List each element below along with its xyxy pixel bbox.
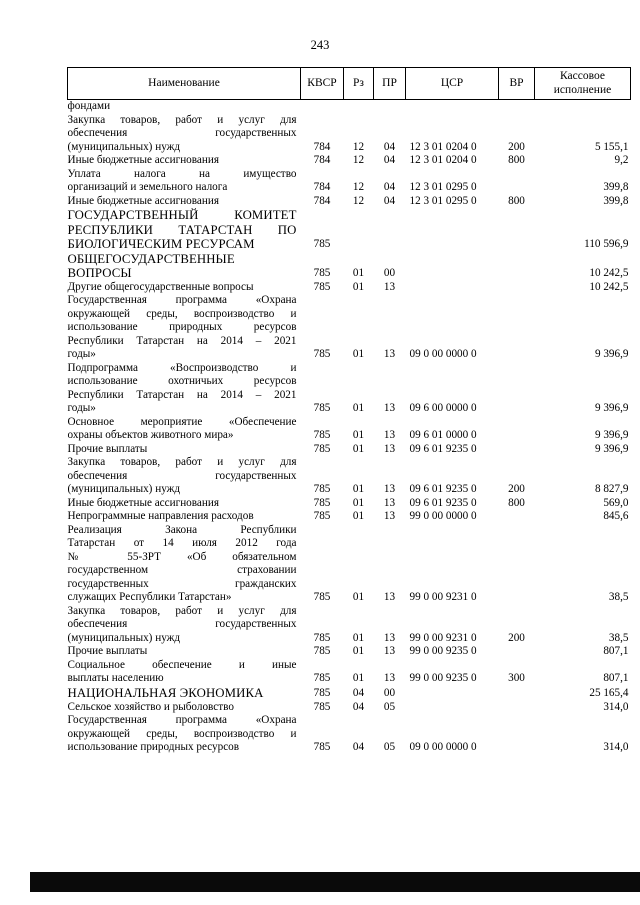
cell-name-line: НАЦИОНАЛЬНАЯ ЭКОНОМИКА [67,685,264,700]
cell-csr [406,701,499,715]
cell-csr: 09 6 01 9235 0 [409,483,477,496]
cell-csr: 99 0 00 0000 0 [409,510,477,523]
cell-amount: 399,8 [603,181,629,193]
cell-pr [374,100,406,114]
cell-name-line: Социальное обеспечение и иные [67,658,297,671]
cell-name-line: Республики Татарстан на 2014 – 2021 [67,388,297,401]
cell-name-line: Сельское хозяйство и рыболовство [67,700,234,713]
cell-kvsr: 785 [313,402,331,415]
cell-rz: 01 [352,442,365,455]
cell-name-line: Республики Татарстан на 2014 – 2021 [67,334,297,347]
cell-rz: 04 [352,700,365,713]
cell-rz: 12 [352,181,365,193]
header-amount-line2: исполнение [553,83,612,96]
table-row [68,686,631,701]
table-row [68,252,631,281]
cell-vr: 800 [508,194,525,207]
header-name: Наименование [68,68,301,100]
cell-kvsr: 785 [313,741,331,754]
cell-pr: 04 [383,154,396,166]
cell-kvsr: 784 [313,140,331,153]
cell-pr: 13 [383,348,396,361]
cell-amount: 399,8 [603,194,629,207]
cell-csr: 12 3 01 0295 0 [409,181,477,193]
cell-name [68,524,301,605]
cell-name-line: выплаты населению [67,672,164,685]
cell-vr [499,714,535,755]
cell-name-line: (муниципальных) нужд [67,483,181,496]
cell-pr: 13 [383,496,396,509]
cell-name [68,701,301,715]
cell-name-line: БИОЛОГИЧЕСКИМ РЕСУРСАМ [67,237,255,252]
cell-amount: 807,1 [603,672,629,685]
cell-amount: 10 242,5 [589,280,629,293]
cell-amount: 9 396,9 [594,442,629,455]
cell-name [68,497,301,511]
table-row [68,701,631,715]
cell-amount: 807,1 [603,645,629,658]
table-row [68,416,631,443]
cell-name-line: Реализация Закона Республики [67,523,297,536]
cell-amount: 314,0 [603,700,629,713]
cell-pr: 04 [383,181,396,193]
cell-name-line: Закупка товаров, работ и услуг для [67,604,297,617]
cell-csr: 09 6 01 0000 0 [409,429,477,442]
cell-csr: 09 0 00 0000 0 [409,741,477,754]
cell-rz: 01 [352,280,365,293]
cell-name [68,645,301,659]
cell-vr: 800 [508,496,525,509]
cell-csr: 99 0 00 9235 0 [409,672,477,685]
cell-name-line: (муниципальных) нужд [67,631,181,644]
cell-kvsr: 784 [313,154,331,166]
cell-rz: 01 [352,483,365,496]
cell-kvsr: 785 [313,280,331,293]
cell-amount [535,100,631,114]
cell-name-line: ГОСУДАРСТВЕННЫЙ КОМИТЕТ [67,208,297,222]
cell-name-line: Иные бюджетные ассигнования [67,496,219,509]
cell-amount: 845,6 [603,510,629,523]
cell-vr [499,701,535,715]
cell-name-line: использование охотничьих ресурсов [67,375,297,388]
cell-amount: 9 396,9 [594,348,629,361]
header-rz: Рз [344,68,374,100]
cell-pr: 13 [383,645,396,658]
cell-vr [499,645,535,659]
cell-name-line: Уплата налога на имущество [67,167,297,180]
table-row [68,100,631,114]
cell-kvsr: 785 [313,496,331,509]
cell-rz [344,208,374,252]
cell-pr: 00 [383,687,396,700]
cell-vr [499,100,535,114]
cell-rz [344,100,374,114]
cell-pr: 13 [383,631,396,644]
cell-kvsr: 785 [313,700,331,713]
cell-name [68,714,301,755]
cell-vr [499,294,535,362]
cell-name-line: Основное мероприятие «Обеспечение [67,415,297,428]
cell-rz: 12 [352,140,365,153]
cell-pr: 13 [383,402,396,415]
cell-amount: 9,2 [614,154,629,166]
cell-rz: 01 [352,402,365,415]
cell-rz: 04 [352,687,365,700]
cell-kvsr: 785 [313,645,331,658]
cell-name [68,510,301,524]
cell-name-line: РЕСПУБЛИКИ ТАТАРСТАН ПО [67,222,297,237]
cell-kvsr: 785 [313,238,331,251]
cell-name-line: организаций и земельного налога [67,181,228,193]
table-row [68,154,631,168]
cell-pr: 04 [383,140,396,153]
cell-rz: 01 [352,496,365,509]
table-row [68,714,631,755]
cell-name-line: ОБЩЕГОСУДАРСТВЕННЫЕ [67,251,235,266]
cell-vr: 200 [508,140,525,153]
table-row [68,443,631,457]
cell-amount: 38,5 [608,591,629,604]
table-body [68,100,631,755]
cell-kvsr: 785 [313,591,331,604]
cell-vr [499,443,535,457]
cell-vr [499,362,535,416]
table-row [68,605,631,646]
cell-rz: 01 [352,510,365,523]
cell-name-line: обеспечения государственных [67,469,297,482]
cell-name-line: Татарстан от 14 июля 2012 года [67,537,297,550]
cell-vr [499,416,535,443]
cell-csr: 09 6 01 9235 0 [409,496,477,509]
table-row [68,659,631,686]
table-row [68,195,631,209]
cell-kvsr: 785 [313,672,331,685]
cell-csr: 99 0 00 9235 0 [409,645,477,658]
cell-csr: 09 0 00 0000 0 [409,348,477,361]
cell-name-line: использование природных ресурсов [67,741,240,754]
cell-vr [499,524,535,605]
cell-pr: 05 [383,700,396,713]
cell-name-line: Закупка товаров, работ и услуг для [67,456,297,469]
table-row [68,456,631,497]
cell-csr: 12 3 01 0204 0 [409,140,477,153]
cell-csr: 09 6 00 0000 0 [409,402,477,415]
cell-rz: 01 [352,267,365,280]
cell-vr [499,686,535,701]
cell-csr: 12 3 01 0295 0 [409,194,477,207]
cell-vr [499,281,535,295]
table-row [68,362,631,416]
cell-amount: 38,5 [608,631,629,644]
cell-kvsr: 785 [313,510,331,523]
cell-pr: 13 [383,672,396,685]
cell-kvsr: 784 [313,181,331,193]
cell-csr: 99 0 00 9231 0 [409,631,477,644]
cell-name-line: ВОПРОСЫ [67,266,132,281]
cell-rz: 01 [352,591,365,604]
cell-csr [406,252,499,281]
cell-amount: 569,0 [603,496,629,509]
cell-name-line: (муниципальных) нужд [67,140,181,153]
header-amount-line1: Кассовое [560,70,605,82]
cell-name-line: использование природных ресурсов [67,321,297,334]
header-vr: ВР [499,68,535,100]
cell-name [68,208,301,252]
cell-name [68,416,301,443]
cell-csr: 12 3 01 0204 0 [409,154,477,166]
cell-rz: 01 [352,672,365,685]
cell-name [68,362,301,416]
cell-name [68,281,301,295]
cell-name [68,605,301,646]
cell-pr: 00 [383,267,396,280]
cell-name-line: окружающей среды, воспроизводство и [67,727,297,740]
cell-name-line: годы» [67,402,96,415]
cell-name [68,443,301,457]
budget-table [67,67,631,755]
cell-pr: 13 [383,510,396,523]
cell-rz: 01 [352,429,365,442]
cell-pr: 13 [383,280,396,293]
cell-name [68,659,301,686]
cell-csr [406,100,499,114]
cell-csr: 99 0 00 9231 0 [409,591,477,604]
table-row [68,281,631,295]
cell-name [68,686,301,701]
table-row [68,208,631,252]
cell-pr: 04 [383,194,396,207]
cell-name-line: Закупка товаров, работ и услуг для [67,113,297,126]
table-row [68,114,631,155]
cell-csr [406,281,499,295]
cell-kvsr: 785 [313,348,331,361]
page-number: 243 [310,38,330,52]
table-header-row [68,68,631,100]
cell-rz: 12 [352,154,365,166]
cell-kvsr: 785 [313,442,331,455]
header-csr: ЦСР [406,68,499,100]
cell-name-line: служащих Республики Татарстан» [67,591,232,604]
cell-name [68,100,301,114]
cell-name-line: № 55-ЗРТ «Об обязательном [67,550,297,563]
cell-vr [499,510,535,524]
cell-rz: 01 [352,348,365,361]
cell-name-line: Другие общегосударственные вопросы [67,280,254,293]
cell-name-line: Государственная программа «Охрана [67,294,297,307]
cell-name [68,294,301,362]
cell-pr: 13 [383,429,396,442]
cell-csr [406,686,499,701]
cell-rz: 04 [352,741,365,754]
table-row [68,497,631,511]
cell-amount: 9 396,9 [594,429,629,442]
cell-name-line: окружающей среды, воспроизводство и [67,307,297,320]
header-amount [535,68,631,100]
cell-name-line: обеспечения государственных [67,127,297,139]
cell-vr: 800 [508,154,525,166]
cell-vr [499,208,535,252]
table-row [68,645,631,659]
cell-rz: 01 [352,645,365,658]
cell-amount: 8 827,9 [594,483,629,496]
cell-pr: 13 [383,442,396,455]
cell-csr [406,208,499,252]
cell-amount: 314,0 [603,741,629,754]
cell-vr: 200 [508,483,525,496]
cell-name-line: Прочие выплаты [67,645,148,658]
cell-name-line: государственных гражданских [67,577,297,590]
cell-name-line: фондами [67,100,111,112]
cell-kvsr: 785 [313,267,331,280]
table-row [68,524,631,605]
cell-name [68,456,301,497]
cell-csr: 09 6 01 9235 0 [409,442,477,455]
cell-vr: 200 [508,631,525,644]
table-row [68,168,631,195]
header-kvsr: КВСР [301,68,344,100]
cell-name-line: годы» [67,348,96,361]
cell-pr: 05 [383,741,396,754]
table-row [68,510,631,524]
cell-vr: 300 [508,672,525,685]
cell-name-line: Государственная программа «Охрана [67,714,297,727]
cell-amount: 25 165,4 [589,687,629,700]
cell-pr: 13 [383,591,396,604]
cell-name-line: охраны объектов животного мира» [67,429,234,442]
cell-kvsr: 784 [313,194,331,207]
cell-kvsr: 785 [313,429,331,442]
cell-name [68,154,301,168]
table-row [68,294,631,362]
cell-name [68,195,301,209]
cell-name-line: Иные бюджетные ассигнования [67,194,219,207]
cell-kvsr: 785 [313,687,331,700]
cell-vr [499,168,535,195]
cell-rz: 01 [352,631,365,644]
cell-vr [499,252,535,281]
cell-name-line: Подпрограмма «Воспроизводство и [67,361,297,374]
scan-edge-bar [30,872,640,892]
cell-amount: 10 242,5 [589,267,629,280]
cell-kvsr [301,100,344,114]
cell-rz: 12 [352,194,365,207]
cell-name-line: Прочие выплаты [67,442,148,455]
cell-name-line: Непрограммные направления расходов [67,510,254,523]
cell-name [68,252,301,281]
header-pr: ПР [374,68,406,100]
cell-name-line: государственном страховании [67,564,297,577]
cell-kvsr: 785 [313,483,331,496]
cell-name-line: Иные бюджетные ассигнования [67,154,219,166]
cell-kvsr: 785 [313,631,331,644]
cell-name [68,114,301,155]
cell-name-line: обеспечения государственных [67,618,297,631]
cell-amount: 9 396,9 [594,402,629,415]
cell-amount: 110 596,9 [584,238,629,251]
cell-pr [374,208,406,252]
cell-name [68,168,301,195]
cell-amount: 5 155,1 [594,140,629,153]
cell-pr: 13 [383,483,396,496]
